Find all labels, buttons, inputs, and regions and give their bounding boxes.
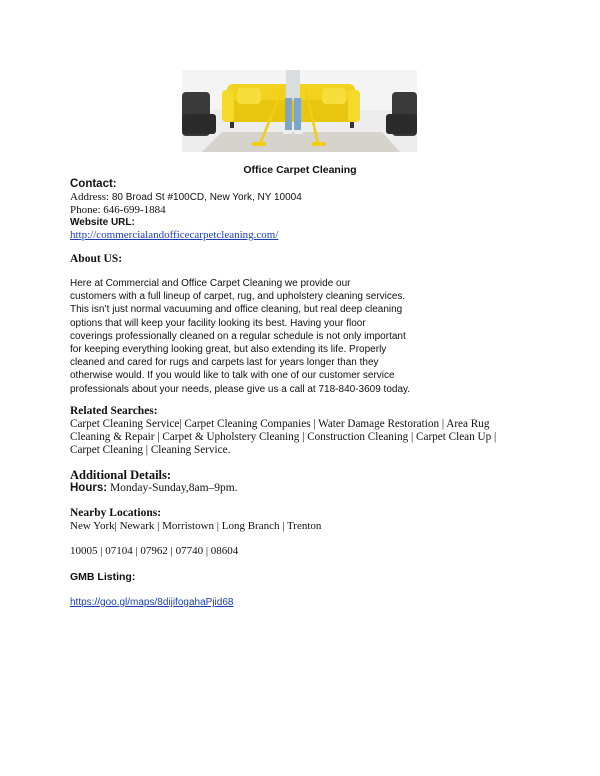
about-line: customers with a full lineup of carpet, rug, and upholstery cleaning services. xyxy=(70,291,406,303)
address-label: Address: xyxy=(70,191,110,203)
hours-line xyxy=(70,482,238,494)
additional-heading: Additional Details: xyxy=(70,468,172,482)
hours-value: Monday-Sunday,8am–9pm. xyxy=(109,482,238,494)
page-title: Office Carpet Cleaning xyxy=(243,164,357,176)
zip-codes: 10005 | 07104 | 07962 | 07740 | 08604 xyxy=(70,545,239,557)
address-line xyxy=(70,191,302,203)
related-line: Carpet Cleaning Service| Carpet Cleaning Companies | Water Damage Restoration | Area Rug xyxy=(70,418,490,430)
sofa-cleaning-illustration xyxy=(182,70,417,152)
related-line: Cleaning & Repair | Carpet & Upholstery Cleaning | Construction Cleaning | Carpet Clean Up | xyxy=(70,431,497,444)
about-line: otherwise would. If you would like to talk with one of our customer service xyxy=(70,370,395,382)
phone-line: Phone: 646-699-1884 xyxy=(70,204,166,216)
about-line: for keeping everything looking great, but also extending its life. Properly xyxy=(70,344,387,356)
website-link[interactable]: http://commercialandofficecarpetcleaning.com/ xyxy=(70,229,279,241)
about-heading: About US: xyxy=(70,253,123,265)
about-line: coverings professionally cleaned on a regular schedule is not only important xyxy=(70,330,406,342)
about-line: cleaned and cared for rugs and carpets last for years longer than they xyxy=(70,357,379,369)
nearby-heading: Nearby Locations: xyxy=(70,507,162,519)
hero-image xyxy=(182,70,417,152)
gmb-heading: GMB Listing: xyxy=(70,571,136,583)
contact-heading: Contact: xyxy=(70,178,117,190)
nearby-locations: New York| Newark | Morristown | Long Branch | Trenton xyxy=(70,520,322,532)
about-line: Here at Commercial and Office Carpet Cleaning we provide our xyxy=(70,278,351,289)
related-searches xyxy=(70,418,520,458)
gmb-link[interactable]: https://goo.gl/maps/8dijifogahaPjid68 xyxy=(70,597,234,608)
about-line: professionals about your needs, please give us a call at 718-840-3609 today. xyxy=(70,383,411,395)
about-line: This isn’t just normal vacuuming and office cleaning, but real deep cleaning xyxy=(70,304,403,316)
related-line: Carpet Cleaning | Cleaning Service. xyxy=(70,444,231,457)
about-paragraph xyxy=(70,277,420,396)
address-value: 80 Broad St #100CD, New York, NY 10004 xyxy=(111,192,302,203)
website-label: Website URL: xyxy=(70,217,135,228)
related-heading: Related Searches: xyxy=(70,405,158,417)
about-line: options that will keep your facility looking its best. Having your floor xyxy=(70,317,366,329)
hours-label: Hours: xyxy=(70,482,108,494)
